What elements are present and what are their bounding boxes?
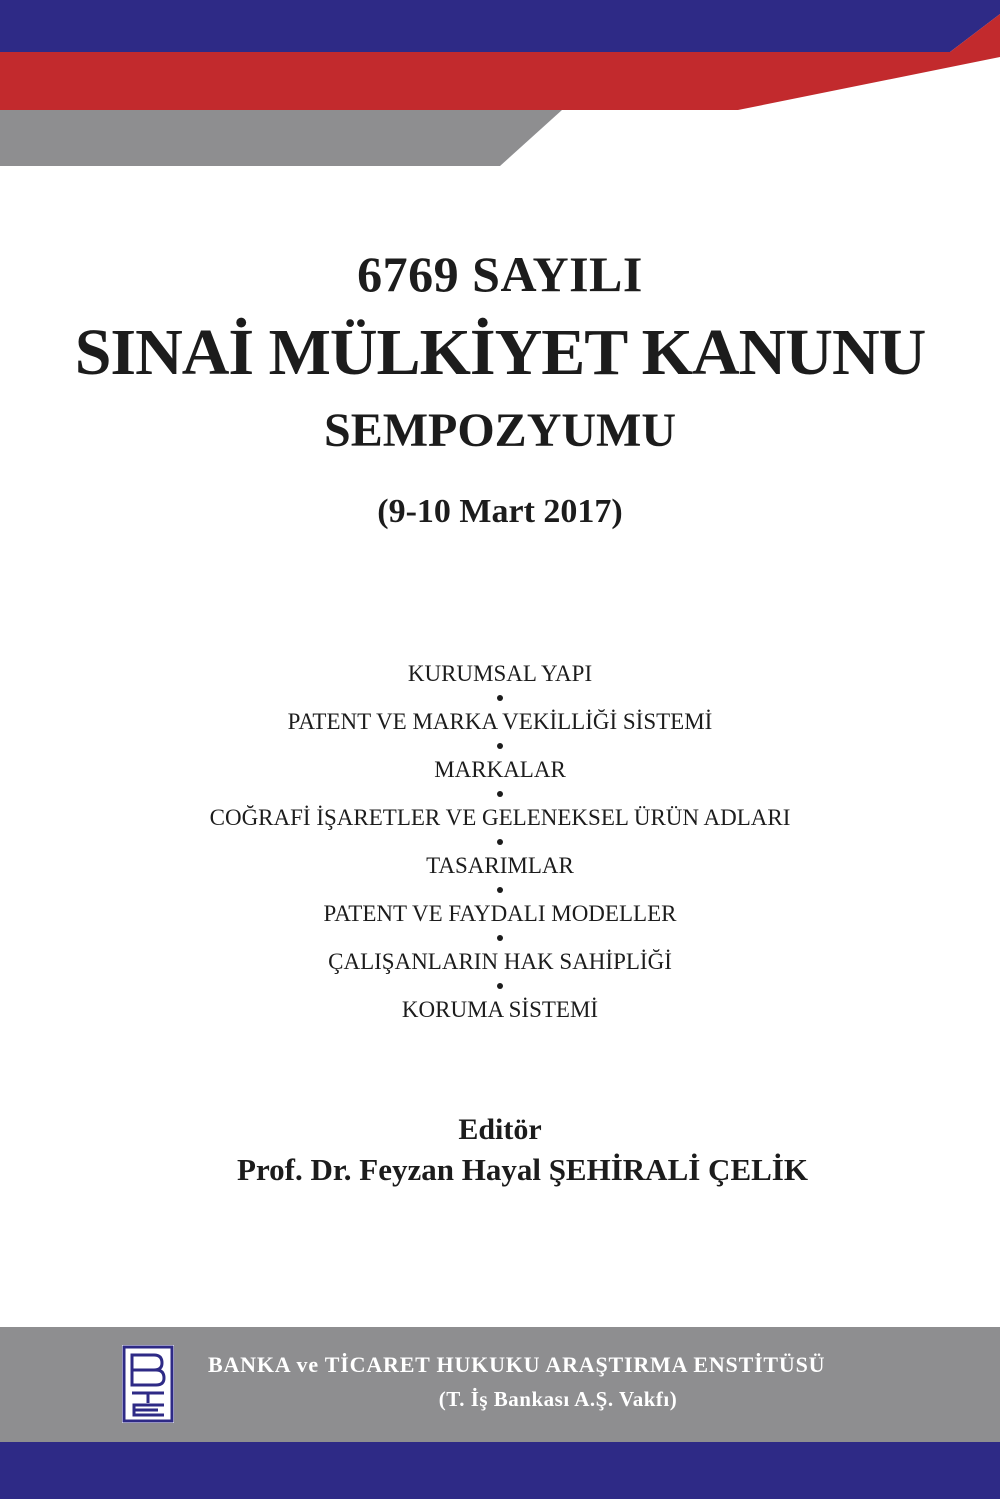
topic-item: PATENT VE FAYDALI MODELLER xyxy=(323,901,677,926)
bullet-separator xyxy=(0,928,1000,948)
bullet-separator xyxy=(0,976,1000,996)
publisher-name: BANKA ve TİCARET HUKUKU ARAŞTIRMA ENSTİTÜSÜ xyxy=(208,1352,826,1377)
title-subtitle: SEMPOZYUMU xyxy=(324,404,676,457)
bullet-separator xyxy=(0,832,1000,852)
bullet-separator xyxy=(0,736,1000,756)
bottom-navy-band xyxy=(0,1442,1000,1499)
topic-item: KORUMA SİSTEMİ xyxy=(401,997,599,1022)
topic-item: TASARIMLAR xyxy=(426,853,574,878)
topic-item: KURUMSAL YAPI xyxy=(407,661,593,686)
topic-item: MARKALAR xyxy=(434,757,566,782)
title-main: SINAİ MÜLKİYET KANUNU xyxy=(74,316,926,389)
topic-item: PATENT VE MARKA VEKİLLİĞİ SİSTEMİ xyxy=(287,709,713,734)
bte-logo-icon xyxy=(122,1345,174,1423)
title-line-number: 6769 SAYILI xyxy=(357,246,643,302)
navy-band xyxy=(0,0,1000,52)
gray-band xyxy=(0,110,562,166)
bullet-separator xyxy=(0,784,1000,804)
top-decorative-bands xyxy=(0,0,1000,180)
editor-label: Editör xyxy=(458,1113,542,1146)
bullet-separator xyxy=(0,688,1000,708)
topic-item: ÇALIŞANLARIN HAK SAHİPLİĞİ xyxy=(328,949,672,974)
bullet-separator xyxy=(0,880,1000,900)
topic-list xyxy=(0,660,1000,1024)
publisher-subtitle: (T. İş Bankası A.Ş. Vakfı) xyxy=(438,1387,678,1411)
topic-item: COĞRAFİ İŞARETLER VE GELENEKSEL ÜRÜN ADLARI xyxy=(209,805,791,830)
event-date: (9-10 Mart 2017) xyxy=(377,493,623,530)
editor-name: Prof. Dr. Feyzan Hayal ŞEHİRALİ ÇELİK xyxy=(237,1152,808,1187)
